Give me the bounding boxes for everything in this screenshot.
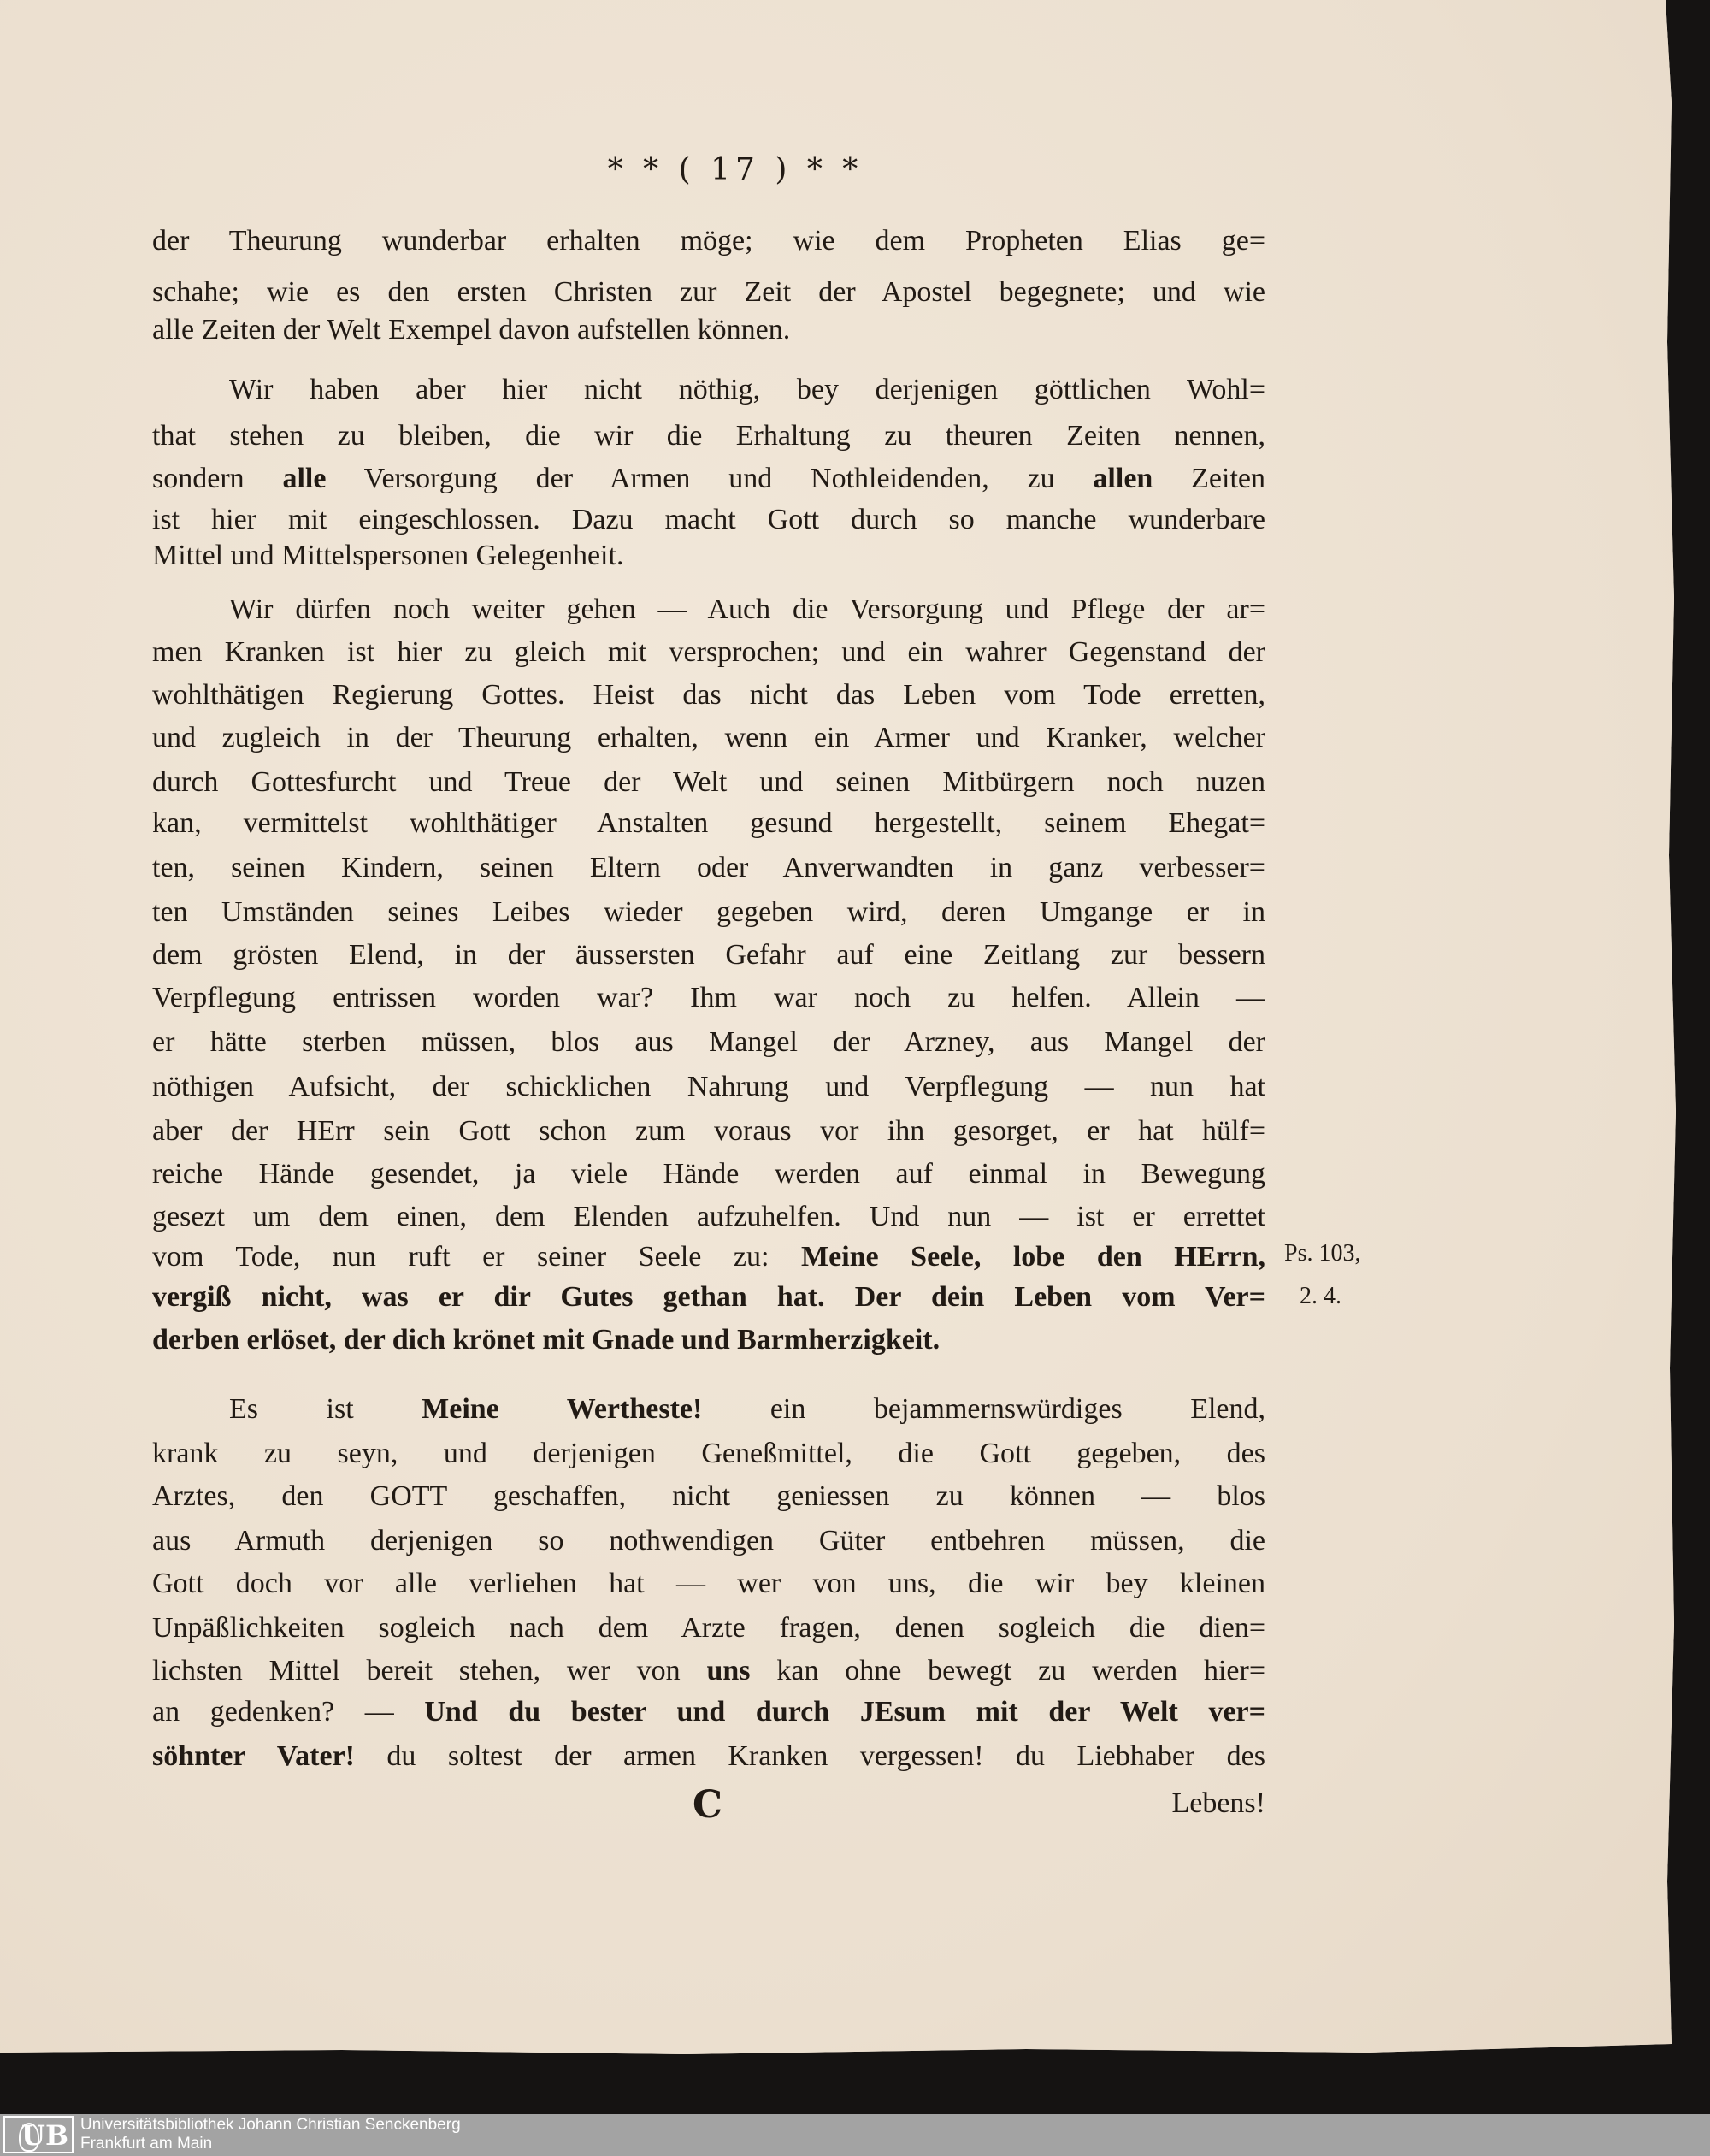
- text-line: [152, 1323, 940, 1357]
- text-segment: that stehen zu bleiben, die wir die Erhaltung zu theuren Zeiten nennen,: [152, 420, 1265, 452]
- text-line: [152, 765, 1265, 800]
- signature-mark: C: [693, 1783, 723, 1827]
- emphasized-text: alle: [282, 463, 327, 494]
- library-logo: [3, 2116, 74, 2153]
- emphasized-text: vergiß nicht, was er dir Gutes gethan hat. Der dein Leben vom Ver=: [152, 1281, 1265, 1313]
- text-segment: vom Tode, nun ruft er seiner Seele zu:: [152, 1241, 802, 1273]
- emphasized-text: uns: [706, 1655, 751, 1686]
- text-segment: Zeiten: [1153, 463, 1265, 494]
- text-segment: durch Gottesfurcht und Treue der Welt und seinen Mitbürgern noch nuzen: [152, 766, 1265, 798]
- text-segment: Verpflegung entrissen worden war? Ihm war noch zu helfen. Allein —: [152, 982, 1265, 1013]
- library-name: [80, 2116, 461, 2153]
- text-segment: wohlthätigen Regierung Gottes. Heist das nicht das Leben vom Tode erretten,: [152, 679, 1265, 711]
- library-footer: [0, 2114, 1710, 2156]
- text-segment: men Kranken ist hier zu gleich mit versprochen; und ein wahrer Gegenstand der: [152, 636, 1265, 668]
- text-line: [152, 851, 1265, 885]
- logo-text: UB: [21, 2119, 68, 2152]
- text-segment: sondern: [152, 463, 283, 494]
- library-name-line1: Universitätsbibliothek Johann Christian Senckenberg: [80, 2116, 461, 2134]
- text-line: [152, 1157, 1265, 1191]
- text-line: [152, 1200, 1265, 1234]
- text-segment: Wir haben aber hier nicht nöthig, bey derjenigen göttlichen Wohl=: [229, 374, 1265, 405]
- text-segment: an gedenken? —: [152, 1696, 425, 1728]
- emphasized-text: Und du bester und durch JEsum mit der Welt ver=: [424, 1696, 1265, 1728]
- library-name-line2: Frankfurt am Main: [80, 2135, 213, 2153]
- emphasized-text: allen: [1093, 463, 1153, 494]
- text-segment: ten, seinen Kindern, seinen Eltern oder Anverwandten in ganz verbesser=: [152, 852, 1265, 883]
- text-segment: der Theurung wunderbar erhalten möge; wie dem Propheten Elias ge=: [152, 225, 1265, 257]
- emphasized-text: söhnter Vater!: [152, 1740, 356, 1772]
- text-line: [152, 981, 1265, 1015]
- text-line: [152, 1070, 1265, 1104]
- text-line: [152, 1695, 1265, 1729]
- text-segment: lichsten Mittel bereit stehen, wer von: [152, 1655, 707, 1686]
- text-segment: aus Armuth derjenigen so nothwendigen Güter entbehren müssen, die: [152, 1525, 1265, 1556]
- text-segment: Unpäßlichkeiten sogleich nach dem Arzte fragen, denen sogleich die dien=: [152, 1612, 1265, 1644]
- catchword: Lebens!: [1171, 1787, 1265, 1819]
- text-line: [152, 721, 1265, 755]
- margin-note-psalm: Ps. 103,: [1284, 1240, 1361, 1267]
- text-segment: aber der HErr sein Gott schon zum voraus vor ihn gesorget, er hat hülf=: [152, 1115, 1265, 1147]
- text-segment: Mittel und Mittelspersonen Gelegenheit.: [152, 540, 624, 571]
- emphasized-text: Meine Seele, lobe den HErrn,: [801, 1241, 1265, 1273]
- text-line: [152, 313, 790, 347]
- text-segment: Gott doch vor alle verliehen hat — wer von uns, die wir bey kleinen: [152, 1568, 1265, 1599]
- text-segment: Wir dürfen noch weiter gehen — Auch die Versorgung und Pflege der ar=: [229, 594, 1265, 625]
- text-line: [152, 1240, 1265, 1274]
- text-segment: du soltest der armen Kranken vergessen! du Liebhaber des: [355, 1740, 1265, 1772]
- text-segment: ein bejammernswürdiges Elend,: [702, 1393, 1265, 1425]
- text-line: [152, 678, 1265, 712]
- text-line: [229, 593, 1265, 627]
- text-line: [152, 938, 1265, 972]
- text-line: [152, 1437, 1265, 1471]
- text-segment: ten Umständen seines Leibes wieder gegeben wird, deren Umgange er in: [152, 896, 1265, 928]
- text-line: [152, 462, 1265, 496]
- page-number-header: * * ( 17 ) * *: [607, 152, 864, 187]
- text-line: [152, 1480, 1265, 1514]
- text-line: [152, 539, 623, 573]
- text-line: [152, 635, 1265, 670]
- text-segment: er hätte sterben müssen, blos aus Mangel der Arzney, aus Mangel der: [152, 1026, 1265, 1058]
- text-line: [152, 503, 1265, 537]
- text-segment: dem grösten Elend, in der äussersten Gefahr auf eine Zeitlang zur bessern: [152, 939, 1265, 971]
- text-segment: alle Zeiten der Welt Exempel davon aufstellen können.: [152, 314, 791, 346]
- text-line: [152, 1280, 1265, 1314]
- text-line: [152, 1114, 1265, 1149]
- text-segment: krank zu seyn, und derjenigen Geneßmittel, die Gott gegeben, des: [152, 1438, 1265, 1469]
- text-line: [152, 1611, 1265, 1645]
- text-segment: und zugleich in der Theurung erhalten, wenn ein Armer und Kranker, welcher: [152, 722, 1265, 753]
- text-line: [152, 895, 1265, 930]
- text-segment: Es ist: [229, 1393, 422, 1425]
- text-segment: reiche Hände gesendet, ja viele Hände werden auf einmal in Bewegung: [152, 1158, 1265, 1190]
- emphasized-text: Meine Wertheste!: [422, 1393, 703, 1425]
- text-segment: schahe; wie es den ersten Christen zur Zeit der Apostel begegnete; und wie: [152, 276, 1265, 308]
- text-segment: kan ohne bewegt zu werden hier=: [750, 1655, 1265, 1686]
- emphasized-text: derben erlöset, der dich krönet mit Gnade und Barmherzigkeit.: [152, 1324, 940, 1356]
- text-segment: nöthigen Aufsicht, der schicklichen Nahrung und Verpflegung — nun hat: [152, 1071, 1265, 1102]
- text-segment: Arztes, den GOTT geschaffen, nicht geniessen zu können — blos: [152, 1480, 1265, 1512]
- margin-note-verses: 2. 4.: [1300, 1283, 1341, 1309]
- text-line: [152, 1524, 1265, 1558]
- text-segment: gesezt um dem einen, dem Elenden aufzuhelfen. Und nun — ist er errettet: [152, 1201, 1265, 1232]
- text-line: [152, 1654, 1265, 1688]
- text-segment: Versorgung der Armen und Nothleidenden, zu: [326, 463, 1094, 494]
- text-line: [152, 1025, 1265, 1060]
- text-line: [152, 419, 1265, 453]
- text-line: [152, 275, 1265, 310]
- text-line: [152, 224, 1265, 258]
- text-line: [152, 1740, 1265, 1774]
- text-line: [152, 806, 1265, 841]
- text-line: [229, 373, 1265, 407]
- text-segment: ist hier mit eingeschlossen. Dazu macht Gott durch so manche wunderbare: [152, 504, 1265, 535]
- text-segment: kan, vermittelst wohlthätiger Anstalten gesund hergestellt, seinem Ehegat=: [152, 807, 1265, 839]
- text-line: [152, 1567, 1265, 1601]
- text-line: [229, 1392, 1265, 1427]
